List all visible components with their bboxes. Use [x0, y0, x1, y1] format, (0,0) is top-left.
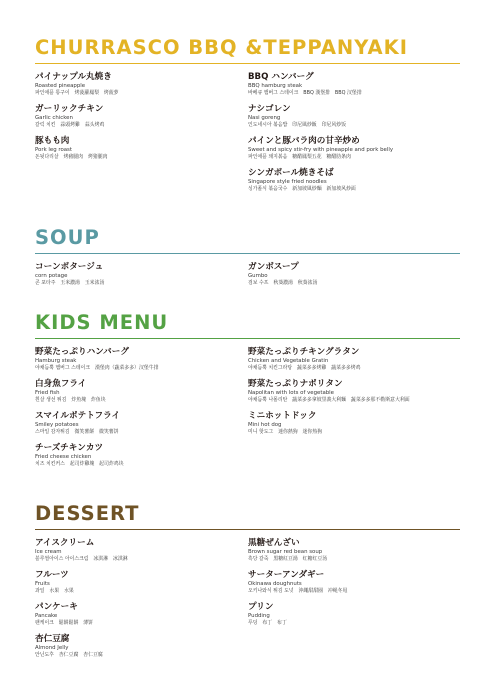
menu-item: [248, 347, 460, 372]
item-name-en: Pudding: [248, 612, 270, 619]
item-name-jp: ナシゴレン: [248, 103, 291, 114]
item-name-translations: 갈릭 치킨 蒜頭烤雞 蒜头烤鸡: [35, 121, 105, 128]
item-name-jp: アイスクリーム: [35, 537, 95, 548]
item-name-en: Mini hot dog: [248, 421, 282, 428]
item-name-jp: ガンボスープ: [248, 261, 299, 272]
item-name-jp: シンガポール焼きそば: [248, 167, 334, 178]
item-name-translations: 치즈 치킨커스 起司炸雞塊 起司炸鸡块: [35, 460, 124, 467]
item-name-jp: 杏仁豆腐: [35, 633, 70, 644]
menu-item: [248, 538, 460, 563]
section-title-churrasco: CHURRASCO BBQ &TEPPANYAKI: [35, 36, 408, 59]
item-name-translations: 콘 포타주 玉米濃湯 玉米浓汤: [35, 279, 105, 286]
menu-item: [35, 136, 247, 161]
item-name-translations: 블루씰아이스 아이스크림 冰淇淋 冰淇淋: [35, 555, 128, 562]
menu-item: [248, 411, 460, 436]
section-title-kids: KIDS MENU: [35, 311, 169, 334]
item-name-jp: 黒糖ぜんざい: [248, 537, 300, 548]
item-name-jp: BBQ ハンバーグ: [248, 71, 314, 82]
item-name-jp: 白身魚フライ: [35, 378, 87, 389]
item-name-translations: 바베큐 햄버그 스테이크 BBQ 漢堡排 BBQ 汉堡排: [248, 89, 362, 96]
item-name-en: Singapore style fried noodles: [248, 178, 327, 185]
item-name-jp: ガーリックチキン: [35, 103, 104, 114]
item-name-jp: フルーツ: [35, 569, 69, 580]
item-name-translations: 야채듬뿍 치킨그라탕 蔬菜多多烤雞 蔬菜多多烤鸡: [248, 364, 361, 371]
item-name-translations: 미니 핫도그 迷你熱狗 迷你热狗: [248, 428, 323, 435]
item-name-translations: 검보 수프 秋葵濃湯 秋葵浓汤: [248, 279, 318, 286]
item-name-en: BBQ hamburg steak: [248, 82, 303, 89]
menu-item: [35, 379, 247, 404]
item-name-translations: 과일 水果 水果: [35, 587, 74, 594]
item-name-jp: パンケーキ: [35, 601, 78, 612]
menu-item: [248, 136, 460, 161]
section-churrasco: [35, 38, 460, 200]
menu-item: [35, 538, 247, 563]
section-title-soup: SOUP: [35, 226, 100, 249]
item-name-en: Okinawa doughnuts: [248, 580, 302, 587]
item-name-translations: 파인애플 통구이 烤菠蘿鳳梨 烤菠萝: [35, 89, 119, 96]
item-name-en: corn potage: [35, 272, 68, 279]
menu-item: [35, 72, 247, 97]
item-name-jp: 野菜たっぷりナポリタン: [248, 378, 343, 389]
item-name-en: Garlic chicken: [35, 114, 73, 121]
item-name-translations: 파인애플 돼지볶음 糖醋鳳梨五花 糖醋肋条肉: [248, 153, 351, 160]
item-name-jp: ミニホットドック: [248, 410, 317, 421]
menu-column-left: [35, 262, 247, 294]
section-soup: [35, 228, 460, 294]
item-name-jp: スマイルポテトフライ: [35, 410, 121, 421]
item-name-jp: チーズチキンカツ: [35, 442, 104, 453]
section-divider: [35, 63, 460, 64]
item-name-jp: 野菜たっぷりハンバーグ: [35, 346, 129, 357]
item-name-en: Fried fish: [35, 389, 60, 396]
menu-item: [35, 104, 247, 129]
menu-item: [248, 570, 460, 595]
menu-column-left: [35, 347, 247, 475]
item-name-jp: サーターアンダギー: [248, 569, 325, 580]
section-divider: [35, 253, 460, 254]
item-name-en: Brown sugar red bean soup: [248, 548, 323, 555]
menu-column-right: [247, 347, 460, 475]
item-name-en: Almond Jelly: [35, 644, 69, 651]
item-name-translations: 팬케이크 鬆餅鬆餅 薄饼: [35, 619, 94, 626]
item-name-translations: 싱가폴식 볶음국수 新加坡風炒麵 新加坡风炒面: [248, 185, 356, 192]
menu-item: [35, 443, 247, 468]
item-name-en: Pork leg roast: [35, 146, 72, 153]
item-name-en: Fruits: [35, 580, 50, 587]
item-name-jp: 豚もも肉: [35, 135, 70, 146]
item-name-jp: プリン: [248, 601, 274, 612]
item-name-en: Fried cheese chicken: [35, 453, 92, 460]
item-name-translations: 돈뒷다리살 烤豬腿肉 烤猪腿肉: [35, 153, 108, 160]
item-name-translations: 안닌도후 杏仁豆腐 杏仁豆腐: [35, 651, 103, 658]
menu-item: [35, 634, 247, 659]
item-name-translations: 야채듬뿍 햄버그 스테이크 漢堡肉（蔬菜多多）汉堡牛排: [35, 364, 159, 371]
item-name-translations: 인도네시아 볶음밥 印尼風炒飯 印尼风炒饭: [248, 121, 347, 128]
item-name-jp: コーンポタージュ: [35, 261, 104, 272]
item-name-jp: パインと豚バラ肉の甘辛炒め: [248, 135, 360, 146]
item-name-en: Gumbo: [248, 272, 268, 279]
item-name-translations: 푸딩 布丁 布丁: [248, 619, 287, 626]
section-divider: [35, 529, 460, 530]
menu-item: [248, 168, 460, 193]
item-name-jp: 野菜たっぷりチキングラタン: [248, 346, 360, 357]
item-name-en: Smiley potatoes: [35, 421, 79, 428]
menu-column-right: [247, 262, 460, 294]
menu-item: [248, 602, 460, 627]
item-name-en: Chicken and Vegetable Gratin: [248, 357, 329, 364]
item-name-en: Ice cream: [35, 548, 62, 555]
menu-item: [35, 411, 247, 436]
menu-item: [35, 347, 247, 372]
menu-item: [35, 570, 247, 595]
menu-item: [248, 104, 460, 129]
item-name-translations: 야채듬뿍 나폴리탄 蔬菜多多拿坡里義大利麵 蔬菜多多那不勒斯意大利面: [248, 396, 410, 403]
menu-column-left: [35, 72, 247, 200]
item-name-en: Napolitan with lots of vegetable: [248, 389, 334, 396]
section-divider: [35, 338, 460, 339]
item-name-translations: 스마일 감자튀김 微笑薯餅 微笑薯饼: [35, 428, 119, 435]
section-kids-menu: [35, 313, 460, 475]
menu-item: [248, 72, 460, 97]
item-name-translations: 오키나와식 튀김 도넛 沖繩甜甜圈 冲绳冬甩: [248, 587, 348, 594]
item-name-en: Sweet and spicy stir-fry with pineapple and pork belly: [248, 146, 394, 153]
item-name-en: Hamburg steak: [35, 357, 77, 364]
section-dessert: [35, 504, 460, 666]
item-name-en: Nasi goreng: [248, 114, 281, 121]
menu-column-left: [35, 538, 247, 666]
menu-item: [248, 379, 460, 404]
menu-item: [35, 262, 247, 287]
section-title-dessert: DESSERT: [35, 502, 140, 525]
item-name-en: Pancake: [35, 612, 58, 619]
item-name-translations: 흑당 갈죽 黑糖紅豆湯 红糖红豆汤: [248, 555, 328, 562]
menu-item: [35, 602, 247, 627]
menu-item: [248, 262, 460, 287]
menu-column-right: [247, 538, 460, 666]
item-name-en: Roasted pineapple: [35, 82, 86, 89]
menu-column-right: [247, 72, 460, 200]
item-name-jp: パイナップル丸焼き: [35, 71, 112, 82]
item-name-translations: 흰살 생선 튀김 炸魚塊 炸鱼块: [35, 396, 106, 403]
